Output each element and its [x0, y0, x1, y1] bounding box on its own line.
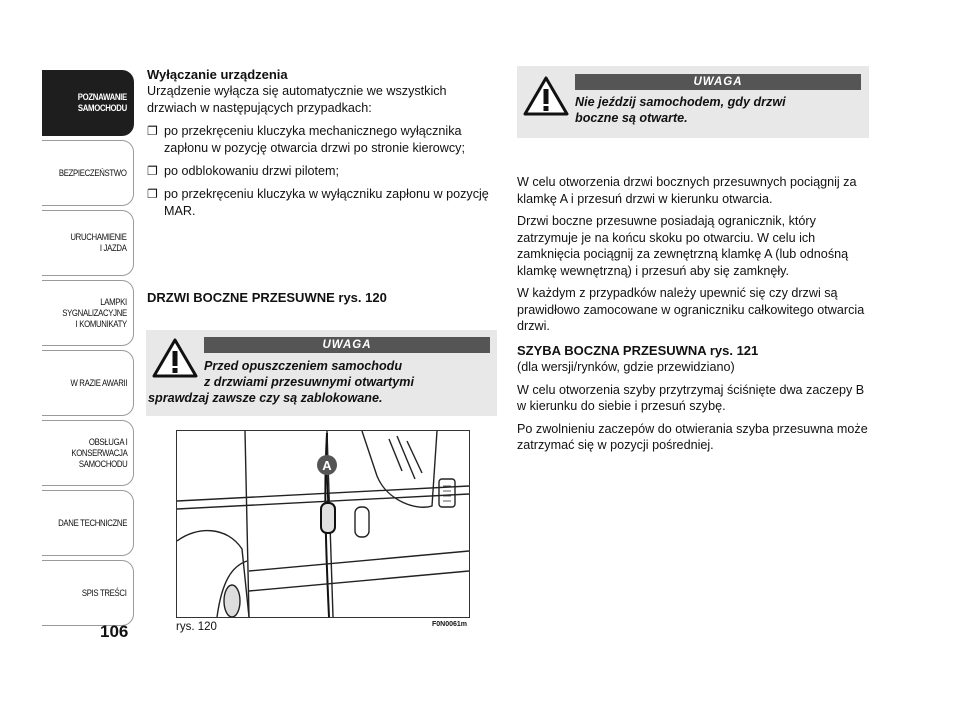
bullet-text: po przekręceniu kluczyka mechanicznego wyłącznika zapłonu w pozycję otwarcia drzwi po stronie kierowcy; [164, 124, 465, 155]
paragraph: W celu otworzenia drzwi bocznych przesuwnych pociągnij za klamkę A i przesuń drzwi w kierunku otwarcia. [517, 175, 857, 206]
section-title-sliding-doors: DRZWI BOCZNE PRZESUWNE rys. 120 [147, 290, 387, 305]
warning-text-line: boczne są otwarte. [575, 111, 688, 125]
warning-header: UWAGA [575, 74, 861, 90]
right-column [517, 174, 869, 460]
tab-poznawanie-samochodu[interactable] [42, 70, 134, 136]
figure-marker-a: A [322, 458, 332, 473]
van-sliding-door-illustration [177, 431, 469, 617]
warning-triangle-icon [523, 76, 569, 116]
tab-w-razie-awarii[interactable] [42, 350, 134, 416]
left-column [147, 66, 497, 226]
paragraph: Drzwi boczne przesuwne posiadają ogranicznik, który zatrzymuje je na końcu skoku po otwarciu. W celu ich zamknięcia pociągnij za zewnętrzną klamkę A (lub odnośną klamkę wewnętrzną) i przesuń aby się zamknęły. [517, 214, 849, 278]
tab-label: W RAZIE AWARII [70, 377, 127, 389]
paragraph: W celu otworzenia szyby przytrzymaj ściśnięte dwa zaczepy B w kierunku do siebie i przesuń szybę. [517, 382, 865, 413]
list-item [147, 163, 497, 180]
tab-label: LAMPKI SYGNALIZACYJNE I KOMUNIKATY [62, 296, 127, 330]
tab-spis-tresci[interactable] [42, 560, 134, 626]
tab-label: URUCHAMIENIE I JAZDA [70, 232, 127, 254]
tab-lampki-sygnalizacyjne[interactable] [42, 280, 134, 346]
list-item [147, 186, 497, 220]
tab-label: DANE TECHNICZNE [58, 517, 127, 529]
warning-triangle-icon [152, 338, 198, 378]
warning-text-line: Przed opuszczeniem samochodu [204, 359, 403, 373]
bullet-text: po przekręceniu kluczyka w wyłączniku zapłonu w pozycję MAR. [164, 187, 489, 218]
checkbox-bullet-icon: ❐ [147, 187, 158, 201]
warning-header: UWAGA [204, 337, 490, 353]
warning-text-line: sprawdzaj zawsze czy są zablokowane. [148, 391, 383, 405]
tab-label: POZNAWANIE SAMOCHODU [77, 92, 127, 114]
tab-obsluga-i-konserwacja[interactable] [42, 420, 134, 486]
intro-paragraph: Urządzenie wyłącza się automatycznie we wszystkich drzwiach w następujących przypadkach: [147, 84, 447, 115]
bullet-text: po odblokowaniu drzwi pilotem; [164, 164, 340, 178]
warning-text-line: z drzwiami przesuwnymi otwartymi [204, 375, 414, 389]
warning-box-right [517, 66, 869, 138]
section-note: (dla wersji/rynków, gdzie przewidziano) [517, 360, 735, 374]
paragraph: W każdym z przypadków należy upewnić się czy drzwi są prawidłowo zamocowane w ograniczniku całkowitego otwarcia drzwi. [517, 286, 865, 333]
page-number: 106 [100, 622, 129, 641]
figure-code: F0N0061m [432, 621, 468, 628]
warning-text-line: Nie jeździj samochodem, gdy drzwi [575, 95, 786, 109]
figure-caption: rys. 120 [176, 621, 217, 633]
warning-box-left [146, 330, 497, 416]
tab-label: BEZPIECZEŃSTWO [59, 167, 127, 179]
tab-bezpieczenstwo[interactable] [42, 140, 134, 206]
paragraph: Po zwolnieniu zaczepów do otwierania szyba przesuwna może zatrzymać się w pozycji pośredniej. [517, 421, 868, 452]
tab-label: SPIS TREŚCI [82, 587, 127, 599]
list-item [147, 123, 497, 157]
tab-uruchamienie-i-jazda[interactable] [42, 210, 134, 276]
tab-label: OBSŁUGA I KONSERWACJA SAMOCHODU [70, 436, 127, 470]
checkbox-bullet-icon: ❐ [147, 164, 158, 178]
heading-device-off: Wyłączanie urządzenia [147, 67, 288, 82]
figure-sliding-door [176, 430, 470, 618]
section-title-sliding-window: SZYBA BOCZNA PRZESUWNA rys. 121 [517, 342, 759, 358]
tab-dane-techniczne[interactable] [42, 490, 134, 556]
sidebar-tabs [42, 70, 134, 630]
checkbox-bullet-icon: ❐ [147, 124, 158, 138]
